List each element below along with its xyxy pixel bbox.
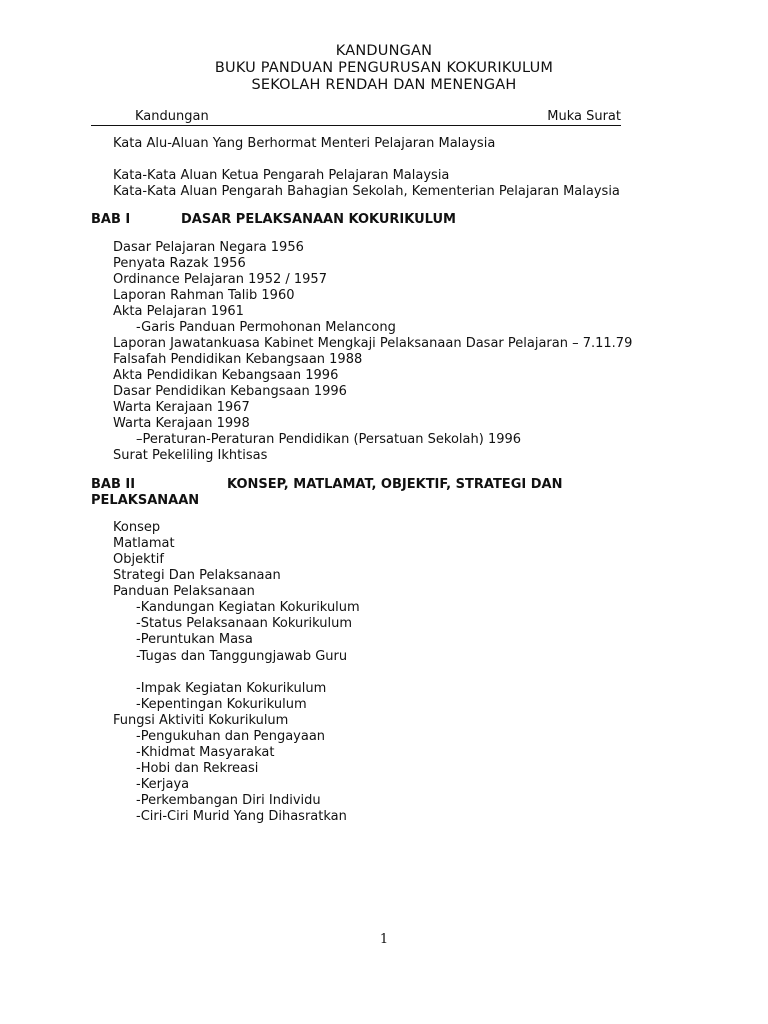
toc-subitem: -Impak Kegiatan Kokurikulum	[136, 681, 327, 696]
toc-subitem: -Garis Panduan Permohonan Melancong	[136, 320, 396, 335]
toc-item: Ordinance Pelajaran 1952 / 1957	[113, 272, 327, 287]
title-line-3: SEKOLAH RENDAH DAN MENENGAH	[251, 77, 517, 93]
toc-subitem: -Kandungan Kegiatan Kokurikulum	[136, 600, 360, 615]
toc-item: Strategi Dan Pelaksanaan	[113, 568, 281, 583]
preface-item: Kata-Kata Aluan Ketua Pengarah Pelajaran Malaysia	[113, 168, 450, 183]
toc-item: Konsep	[113, 520, 161, 535]
toc-subitem: –Peraturan-Peraturan Pendidikan (Persatuan Sekolah) 1996	[136, 432, 522, 447]
title-line-2: BUKU PANDUAN PENGURUSAN KOKURIKULUM	[214, 60, 554, 76]
toc-subitem: -Kerjaya	[136, 777, 190, 792]
toc-subitem: -Ciri-Ciri Murid Yang Dihasratkan	[136, 809, 347, 824]
toc-subitem: -Pengukuhan dan Pengayaan	[136, 729, 326, 744]
toc-item: Fungsi Aktiviti Kokurikulum	[113, 713, 289, 728]
chapter-heading-bab-1	[91, 212, 456, 228]
toc-item: Dasar Pelajaran Negara 1956	[113, 240, 304, 255]
chapter-title: DASAR PELAKSANAAN KOKURIKULUM	[181, 212, 456, 227]
title-line-1: KANDUNGAN	[335, 43, 433, 59]
page-number: 1	[379, 932, 389, 947]
column-header-contents: Kandungan	[135, 109, 209, 124]
toc-item: Akta Pelajaran 1961	[113, 304, 244, 319]
column-header	[91, 109, 621, 126]
toc-subitem: -Perkembangan Diri Individu	[136, 793, 321, 808]
chapter-title-continued: PELAKSANAAN	[91, 493, 200, 508]
toc-item: Penyata Razak 1956	[113, 256, 246, 271]
toc-item: Surat Pekeliling Ikhtisas	[113, 448, 268, 463]
preface-item: Kata Alu-Aluan Yang Berhormat Menteri Pelajaran Malaysia	[113, 136, 496, 151]
toc-item: Panduan Pelaksanaan	[113, 584, 255, 599]
toc-subitem: -Kepentingan Kokurikulum	[136, 697, 307, 712]
toc-item: Objektif	[113, 552, 164, 567]
toc-item: Dasar Pendidikan Kebangsaan 1996	[113, 384, 347, 399]
toc-item: Laporan Jawatankuasa Kabinet Mengkaji Pelaksanaan Dasar Pelajaran – 7.11.79	[113, 336, 633, 351]
toc-subitem: -Hobi dan Rekreasi	[136, 761, 259, 776]
toc-item: Warta Kerajaan 1998	[113, 416, 250, 431]
toc-item: Akta Pendidikan Kebangsaan 1996	[113, 368, 339, 383]
toc-item: Warta Kerajaan 1967	[113, 400, 250, 415]
chapter-number: BAB II	[91, 477, 136, 492]
toc-item: Laporan Rahman Talib 1960	[113, 288, 295, 303]
document-title	[0, 43, 768, 94]
chapter-heading-bab-2	[91, 477, 611, 509]
toc-subitem: -Tugas dan Tanggungjawab Guru	[136, 649, 348, 664]
toc-subitem: -Peruntukan Masa	[136, 632, 253, 647]
toc-item: Matlamat	[113, 536, 175, 551]
preface-item: Kata-Kata Aluan Pengarah Bahagian Sekolah, Kementerian Pelajaran Malaysia	[113, 184, 620, 199]
toc-item: Falsafah Pendidikan Kebangsaan 1988	[113, 352, 363, 367]
column-header-page: Muka Surat	[547, 109, 621, 124]
toc-subitem: -Status Pelaksanaan Kokurikulum	[136, 616, 353, 631]
toc-subitem: -Khidmat Masyarakat	[136, 745, 275, 760]
chapter-title: KONSEP, MATLAMAT, OBJEKTIF, STRATEGI DAN	[227, 477, 563, 492]
chapter-number: BAB I	[91, 212, 131, 227]
